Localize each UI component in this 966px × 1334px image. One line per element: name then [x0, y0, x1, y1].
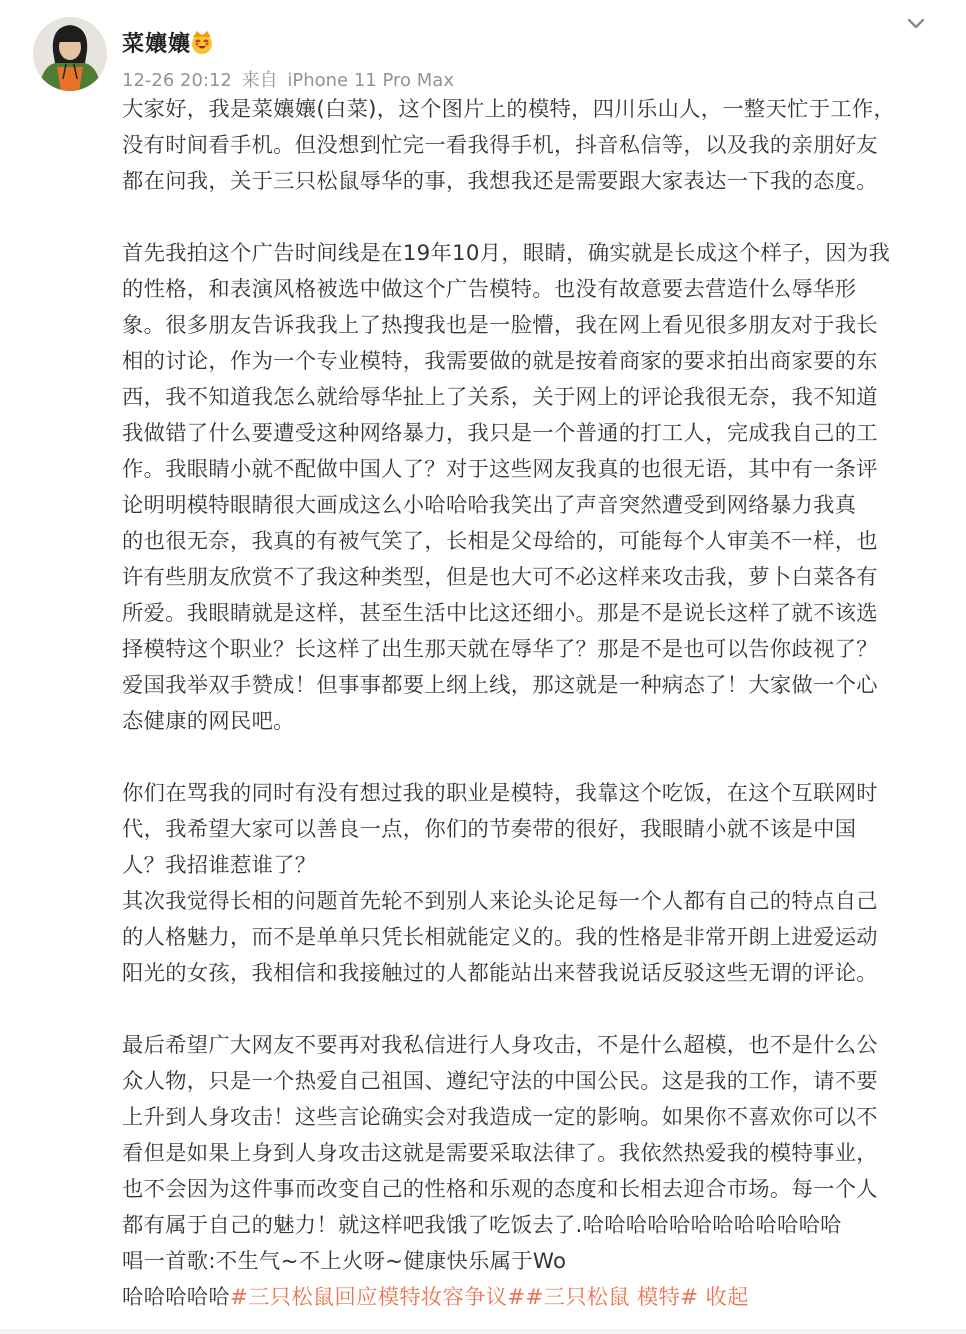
post-meta [122, 66, 458, 92]
collapse-button[interactable]: 收起 [698, 1285, 749, 1310]
topic-tag-link[interactable]: #三只松鼠 模特# [525, 1285, 699, 1310]
post-paragraph: 其次我觉得长相的问题首先轮不到别人来论头论足每一个人都有自己的特点自己 的人格魅力，而不是单单只凭长相就能定义的。我的性格是非常开朗上进爱运动 阳光的女孩，我相信和我接触过的人都能站出来替我说话反驳这些无谓的评论。 [122, 889, 878, 986]
author-name[interactable]: 菜孃孃 [122, 32, 192, 57]
post-body [122, 92, 922, 1316]
next-card-edge [0, 1329, 966, 1334]
post-paragraph: 你们在骂我的同时有没有想过我的职业是模特，我靠这个吃饭，在这个互联网时 代，我希望大家可以善良一点，你们的节奏带的很好，我眼睛小就不该是中国 人？我招谁惹谁了？ [122, 781, 878, 878]
crown-emoji-icon [189, 29, 215, 55]
chevron-down-icon[interactable] [903, 12, 929, 34]
post-source-device[interactable]: iPhone 11 Pro Max [287, 70, 454, 91]
avatar-image [33, 17, 107, 91]
post-timestamp[interactable]: 12-26 20:12 [122, 70, 232, 91]
topic-tag-link[interactable]: #三只松鼠回应模特妆容争议# [230, 1285, 526, 1310]
post-paragraph: 最后希望广大网友不要再对我私信进行人身攻击，不是什么超模，也不是什么公 众人物，只是一个热爱自己祖国、遵纪守法的中国公民。这是我的工作，请不要 上升到人身攻击！这些言论确实会对我造成一定的影响。如果你不喜欢你可以不 看但是如果上身到人身攻击这就是需要采取法律了。我依然热爱我的模特事业， 也不会因为这件事而改变自己的性格和乐观的态度和长相去迎合市场。每一个人 都有属于自己的魅力！就这样吧我饿了吃饭去了.哈哈哈哈哈哈哈哈哈哈哈哈 唱一首歌:不生气~不上火呀~健康快乐属于Wo [122, 1033, 878, 1274]
post-source-prefix: 来自 [241, 70, 278, 91]
post-paragraph: 大家好，我是菜孃孃(白菜)，这个图片上的模特，四川乐山人，一整天忙于工作， 没有时间看手机。但没想到忙完一看我得手机，抖音私信等，以及我的亲朋好友 都在问我，关于三只松鼠辱华的事，我想我还是需要跟大家表达一下我的态度。 [122, 97, 896, 194]
post-paragraph: 首先我拍这个广告时间线是在19年10月，眼睛，确实就是长成这个样子，因为我 的性格，和表演风格被选中做这个广告模特。也没有故意要去营造什么辱华形 象。很多朋友告诉我我上了热搜我也是一脸懵，我在网上看见很多朋友对于我长 相的讨论，作为一个专业模特，我需要做的就是按着商家的要求拍出商家要的东 西，我不知道我怎么就给辱华扯上了关系，关于网上的评论我很无奈，我不知道 我做错了什么要遭受这种网络暴力，我只是一个普通的打工人，完成我自己的工 作。我眼睛小就不配做中国人了？对于这些网友我真的也很无语，其中有一条评 论明明模特眼睛很大画成这么小哈哈哈我笑出了声音突然遭受到网络暴力我真 的也很无奈，我真的有被气笑了，长相是父母给的，可能每个人审美不一样，也 许有些朋友欣赏不了我这种类型，但是也大可不必这样来攻击我，萝卜白菜各有 所爱。我眼睛就是这样，甚至生活中比这还细小。那是不是说长这样了就不该选 择模特这个职业？长这样了出生那天就在辱华了？那是不是也可以告你歧视了？ 爱国我举双手赞成！但事事都要上纲上线，那这就是一种病态了！大家做一个心 态健康的网民吧。 [122, 241, 891, 734]
post-tail-text: 哈哈哈哈哈 [122, 1285, 230, 1310]
avatar[interactable] [33, 17, 107, 91]
post-tail-line [122, 1280, 922, 1316]
